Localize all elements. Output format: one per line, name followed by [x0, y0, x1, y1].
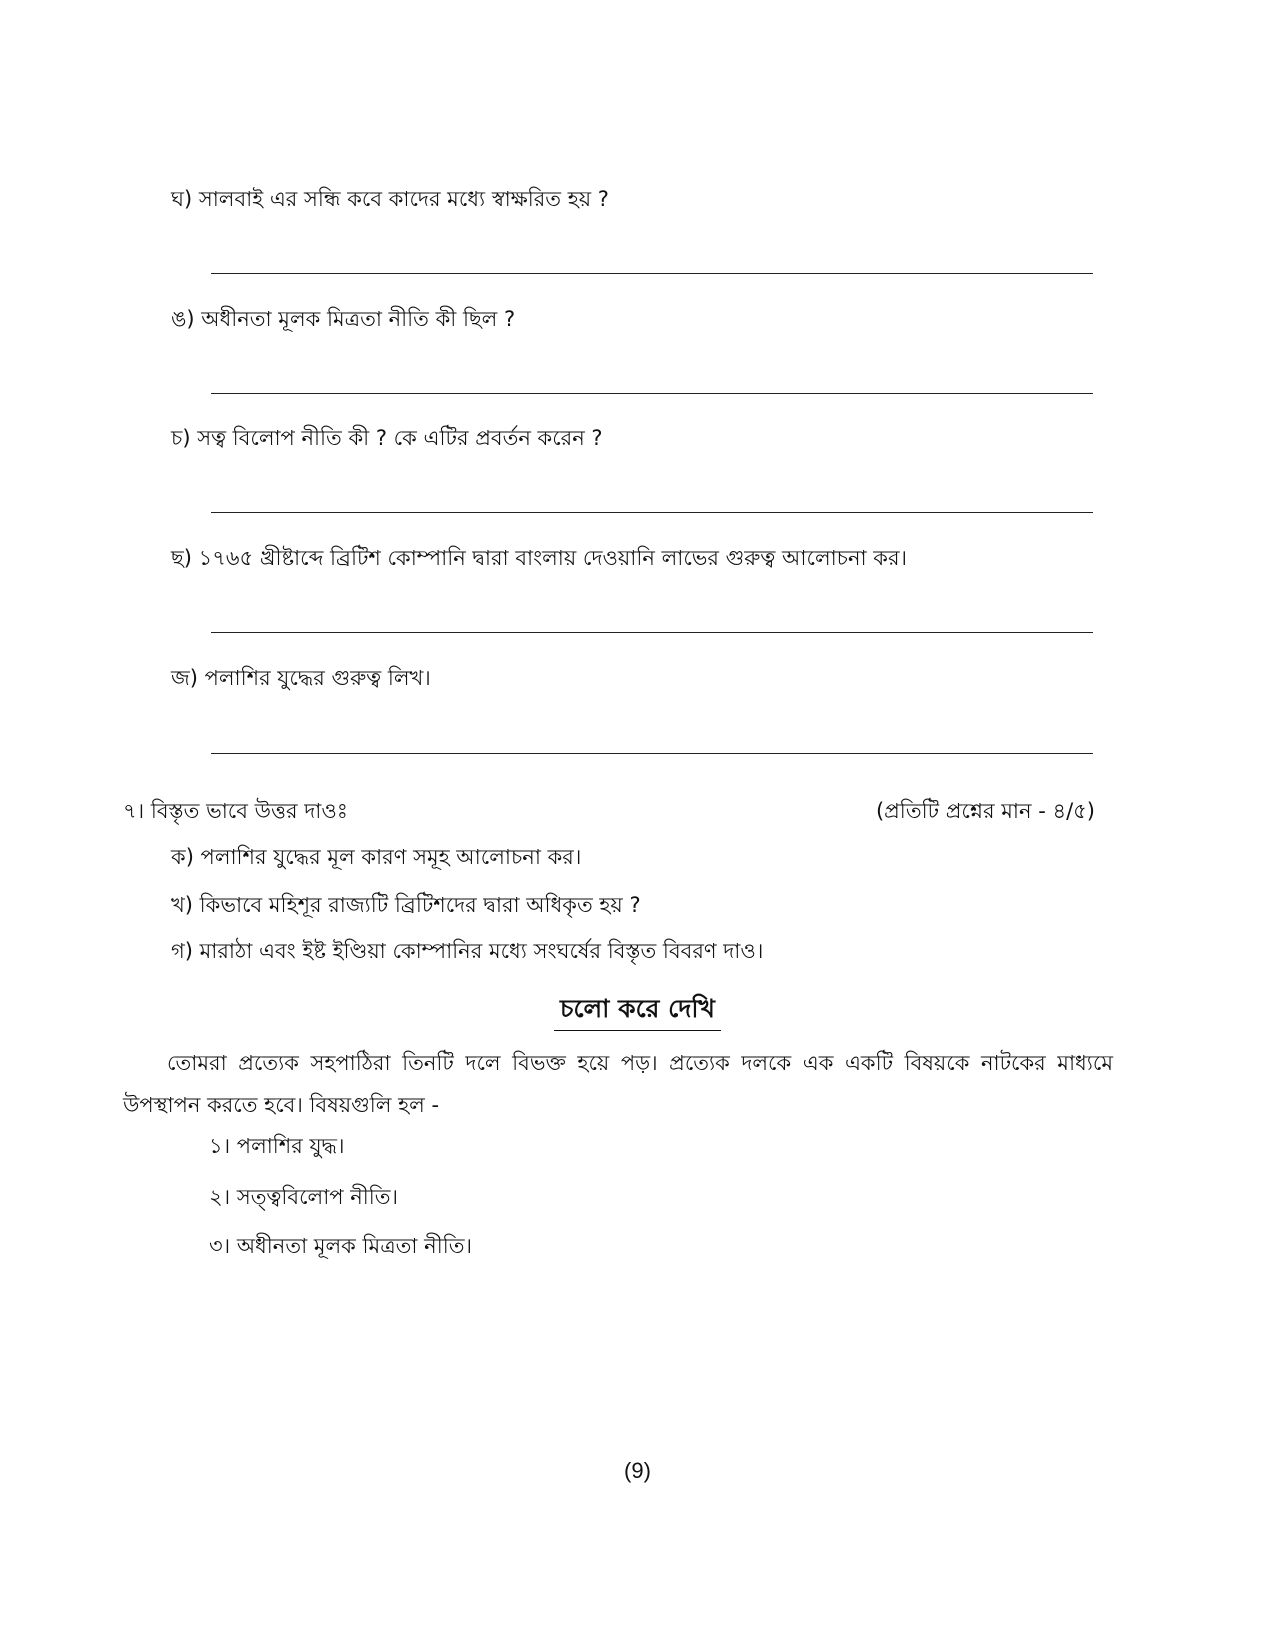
activity-title-text: চলো করে দেখি — [554, 992, 721, 1031]
answer-line — [211, 753, 1093, 754]
section-7-item-ka: ক) পলাশির যুদ্ধের মূল কারণ সমূহ আলোচনা কর। — [171, 845, 582, 869]
section-7-marks: (প্রতিটি প্রশ্নের মান - ৪/৫) — [875, 799, 1095, 823]
question-ja: জ) পলাশির যুদ্ধের গুরুত্ব লিখ। — [171, 666, 431, 690]
activity-title — [0, 992, 1275, 1031]
activity-topic-3: ৩। অধীনতা মূলক মিত্রতা নীতি। — [209, 1234, 472, 1258]
activity-paragraph: তোমরা প্রত্যেক সহপাঠিরা তিনটি দলে বিভক্ত হয়ে পড়। প্রত্যেক দলকে এক একটি বিষয়কে নাটকের মাধ্যমে উপস্থাপন করতে হবে। বিষয়গুলি হল - — [123, 1051, 1113, 1117]
section-7-item-ga: গ) মারাঠা এবং ইষ্ট ইণ্ডিয়া কোম্পানির মধ্যে সংঘর্ষের বিস্তৃত বিবরণ দাও। — [171, 939, 764, 963]
answer-line — [211, 632, 1093, 633]
question-nga: ঙ) অধীনতা মূলক মিত্রতা নীতি কী ছিল ? — [171, 307, 516, 331]
section-7-item-kha: খ) কিভাবে মহিশূর রাজ্যটি ব্রিটিশদের দ্বারা অধিকৃত হয় ? — [171, 893, 641, 917]
answer-line — [211, 512, 1093, 513]
question-gha: ঘ) সালবাই এর সন্ধি কবে কাদের মধ্যে স্বাক্ষরিত হয় ? — [171, 187, 609, 211]
activity-topic-2: ২। সত্ত্ববিলোপ নীতি। — [209, 1185, 399, 1209]
question-cha: চ) সত্ব বিলোপ নীতি কী ? কে এটির প্রবর্তন করেন ? — [171, 426, 603, 450]
activity-topic-1: ১। পলাশির যুদ্ধ। — [209, 1134, 345, 1158]
page-number: (9) — [624, 1458, 651, 1483]
section-7-heading: ৭। বিস্তৃত ভাবে উত্তর দাওঃ — [123, 799, 348, 823]
question-chha: ছ) ১৭৬৫ খ্রীষ্টাব্দে ব্রিটিশ কোম্পানি দ্বারা বাংলায় দেওয়ানি লাভের গুরুত্ব আলোচনা কর। — [171, 546, 908, 570]
answer-line — [211, 273, 1093, 274]
answer-line — [211, 393, 1093, 394]
